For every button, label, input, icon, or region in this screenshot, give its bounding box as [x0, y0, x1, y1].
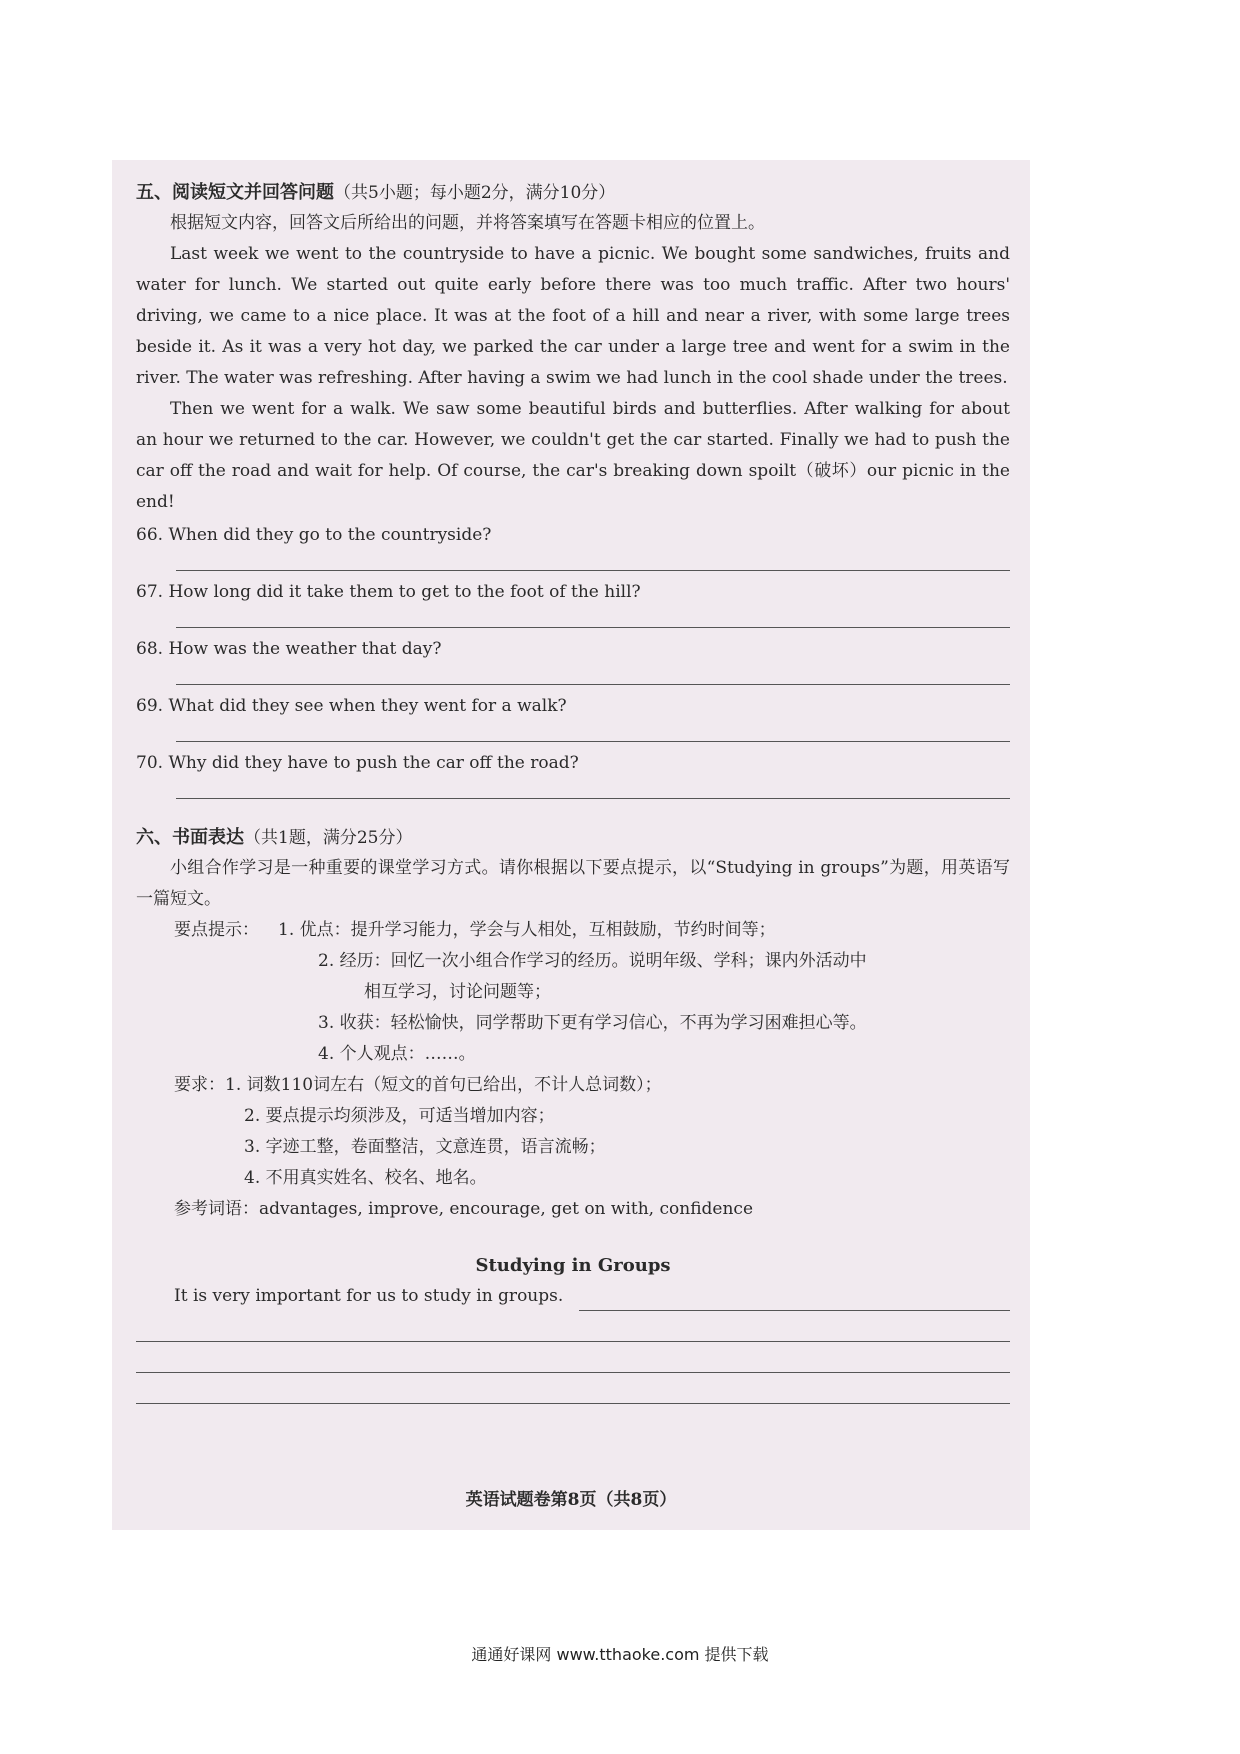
essay-first-sentence: It is very important for us to study in groups. [174, 1286, 564, 1306]
section5-heading: 五、阅读短文并回答问题 [136, 182, 334, 203]
essay-writing-line-2[interactable] [136, 1311, 1010, 1342]
hint-1: 1. 优点：提升学习能力，学会与人相处，互相鼓励，节约时间等； [278, 920, 776, 940]
section6-heading: 六、书面表达 [136, 827, 244, 848]
hint-2-continued: 相互学习，讨论问题等； [364, 982, 551, 1002]
essay-first-row [136, 1281, 1010, 1311]
passage-paragraph-2: Then we went for a walk. We saw some beautiful birds and butterflies. After walking for about an hour we returned to the car. However, we couldn't get the car started. Finally we had to push the car off the road and wait for help. Of course, the car's breaking down spoilt（破坏）our picnic in the end! [136, 399, 1010, 512]
requirement-2: 2. 要点提示均须涉及，可适当增加内容； [244, 1106, 555, 1126]
requirement-row-1 [136, 1070, 1010, 1101]
question-68: 68. How was the weather that day? [136, 639, 442, 659]
section6-intro: 小组合作学习是一种重要的课堂学习方式。请你根据以下要点提示，以“Studying in groups”为题，用英语写一篇短文。 [136, 858, 1010, 909]
requirement-1: 1. 词数110词左右（短文的首句已给出，不计人总词数）； [225, 1075, 662, 1095]
reference-list: advantages, improve, encourage, get on with, confidence [259, 1199, 754, 1219]
hint-3: 3. 收获：轻松愉快，同学帮助下更有学习信心，不再为学习困难担心等。 [318, 1013, 867, 1033]
question-66: 66. When did they go to the countryside? [136, 525, 492, 545]
section5-points: （共5小题；每小题2分，满分10分） [334, 183, 616, 203]
answer-line-67[interactable] [176, 621, 1010, 628]
answer-line-66[interactable] [176, 564, 1010, 571]
exam-page [112, 160, 1030, 1530]
download-note: 通通好课网 www.tthaoke.com 提供下载 [471, 1645, 769, 1664]
reference-label: 参考词语： [174, 1199, 259, 1219]
question-67: 67. How long did it take them to get to the foot of the hill? [136, 582, 641, 602]
requirements-label: 要求： [174, 1075, 225, 1095]
essay-writing-line-4[interactable] [136, 1373, 1010, 1404]
answer-line-69[interactable] [176, 735, 1010, 742]
question-70: 70. Why did they have to push the car off the road? [136, 753, 579, 773]
essay-writing-line-1[interactable] [579, 1288, 1010, 1311]
section6-points: （共1题，满分25分） [244, 828, 413, 848]
section5-title [136, 178, 1010, 208]
requirement-4: 4. 不用真实姓名、校名、地名。 [244, 1168, 487, 1188]
essay-writing-line-3[interactable] [136, 1342, 1010, 1373]
section6-title [136, 823, 1010, 853]
answer-line-68[interactable] [176, 678, 1010, 685]
hint-row-1 [136, 915, 1010, 946]
passage-paragraph-1: Last week we went to the countryside to have a picnic. We bought some sandwiches, fruits and water for lunch. We started out quite early before there was too much traffic. After two hours' driving, we came to a nice place. It was at the foot of a hill and near a river, with some large trees beside it. As it was a very hot day, we parked the car under a large tree and went for a swim in the river. The water was refreshing. After having a swim we had lunch in the cool shade under the trees. [136, 244, 1010, 388]
page-footer: 英语试题卷第8页（共8页） [465, 1490, 677, 1510]
hint-2: 2. 经历：回忆一次小组合作学习的经历。说明年级、学科；课内外活动中 [318, 951, 867, 971]
question-69: 69. What did they see when they went for a walk? [136, 696, 567, 716]
hints-label: 要点提示： [174, 920, 259, 940]
essay-title: Studying in Groups [475, 1255, 671, 1276]
answer-line-70[interactable] [176, 792, 1010, 799]
hint-4: 4. 个人观点：……。 [318, 1044, 476, 1064]
section5-instruction: 根据短文内容，回答文后所给出的问题，并将答案填写在答题卡相应的位置上。 [170, 213, 765, 233]
reference-words [136, 1194, 1010, 1225]
requirement-3: 3. 字迹工整，卷面整洁，文意连贯，语言流畅； [244, 1137, 606, 1157]
